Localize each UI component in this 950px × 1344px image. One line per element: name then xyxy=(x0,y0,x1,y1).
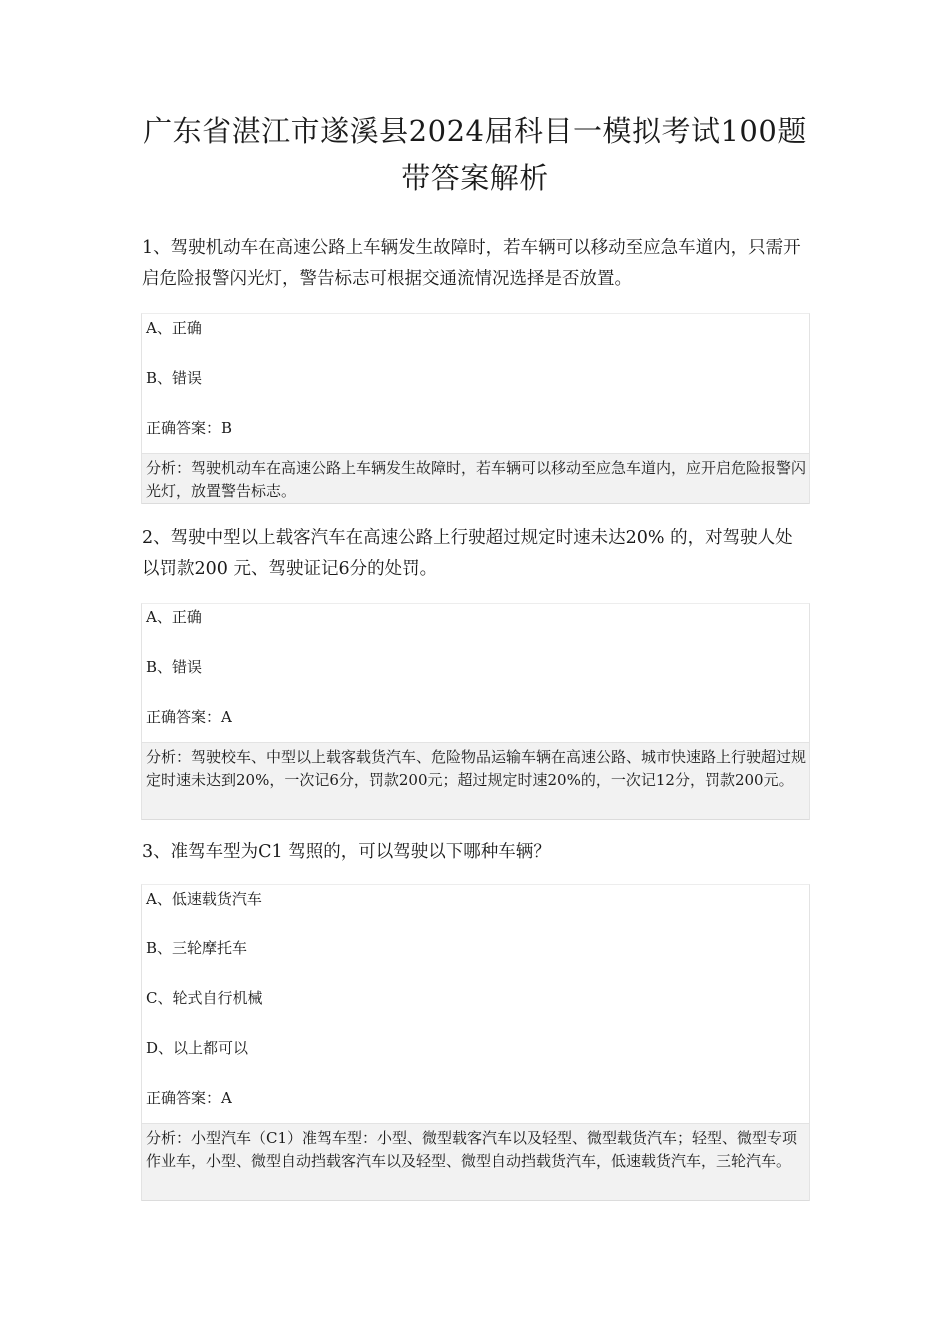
question-1-correct-answer: 正确答案：B xyxy=(146,419,233,437)
question-3-option-a: A、低速载货汽车 xyxy=(146,890,262,908)
question-2-option-a: A、正确 xyxy=(146,608,202,626)
question-1-text: 1、驾驶机动车在高速公路上车辆发生故障时，若车辆可以移动至应急车道内，只需开启危险报警闪光灯，警告标志可根据交通流情况选择是否放置。 xyxy=(142,238,801,289)
question-2-text: 2、驾驶中型以上载客汽车在高速公路上行驶超过规定时速未达20% 的，对驾驶人处以罚款200 元、驾驶证记6分的处罚。 xyxy=(142,528,793,579)
question-3-text: 3、准驾车型为C1 驾照的，可以驾驶以下哪种车辆？ xyxy=(142,842,551,862)
question-2-option-b: B、错误 xyxy=(146,658,203,676)
question-3-option-b: B、三轮摩托车 xyxy=(146,939,248,957)
question-2-analysis: 分析：驾驶校车、中型以上载客载货汽车、危险物品运输车辆在高速公路、城市快速路上行驶超过规定时速未达到20%，一次记6分，罚款200元；超过规定时速20%的，一次记12分，罚款200元。 xyxy=(142,742,809,820)
question-2-answer-box xyxy=(141,603,810,820)
question-1-answer-box xyxy=(141,313,810,504)
question-1-option-a: A、正确 xyxy=(146,319,202,337)
title-line-2: 带答案解析 xyxy=(401,161,549,195)
question-3-option-d: D、以上都可以 xyxy=(146,1039,249,1057)
question-3-option-c: C、轮式自行机械 xyxy=(146,989,263,1007)
question-3-analysis: 分析：小型汽车（C1）准驾车型：小型、微型载客汽车以及轻型、微型载货汽车；轻型、微型专项作业车，小型、微型自动挡载客汽车以及轻型、微型自动挡载货汽车，低速载货汽车，三轮汽车。 xyxy=(142,1123,809,1201)
question-3-answer-box xyxy=(141,884,810,1201)
question-3-correct-answer: 正确答案：A xyxy=(146,1089,232,1107)
question-1-analysis: 分析：驾驶机动车在高速公路上车辆发生故障时，若车辆可以移动至应急车道内，应开启危险报警闪光灯，放置警告标志。 xyxy=(142,453,809,504)
question-1-option-b: B、错误 xyxy=(146,369,203,387)
title-line-1: 广东省湛江市遂溪县2024届科目一模拟考试100题 xyxy=(143,114,807,148)
page-title xyxy=(100,108,850,202)
question-2-correct-answer: 正确答案：A xyxy=(146,708,232,726)
